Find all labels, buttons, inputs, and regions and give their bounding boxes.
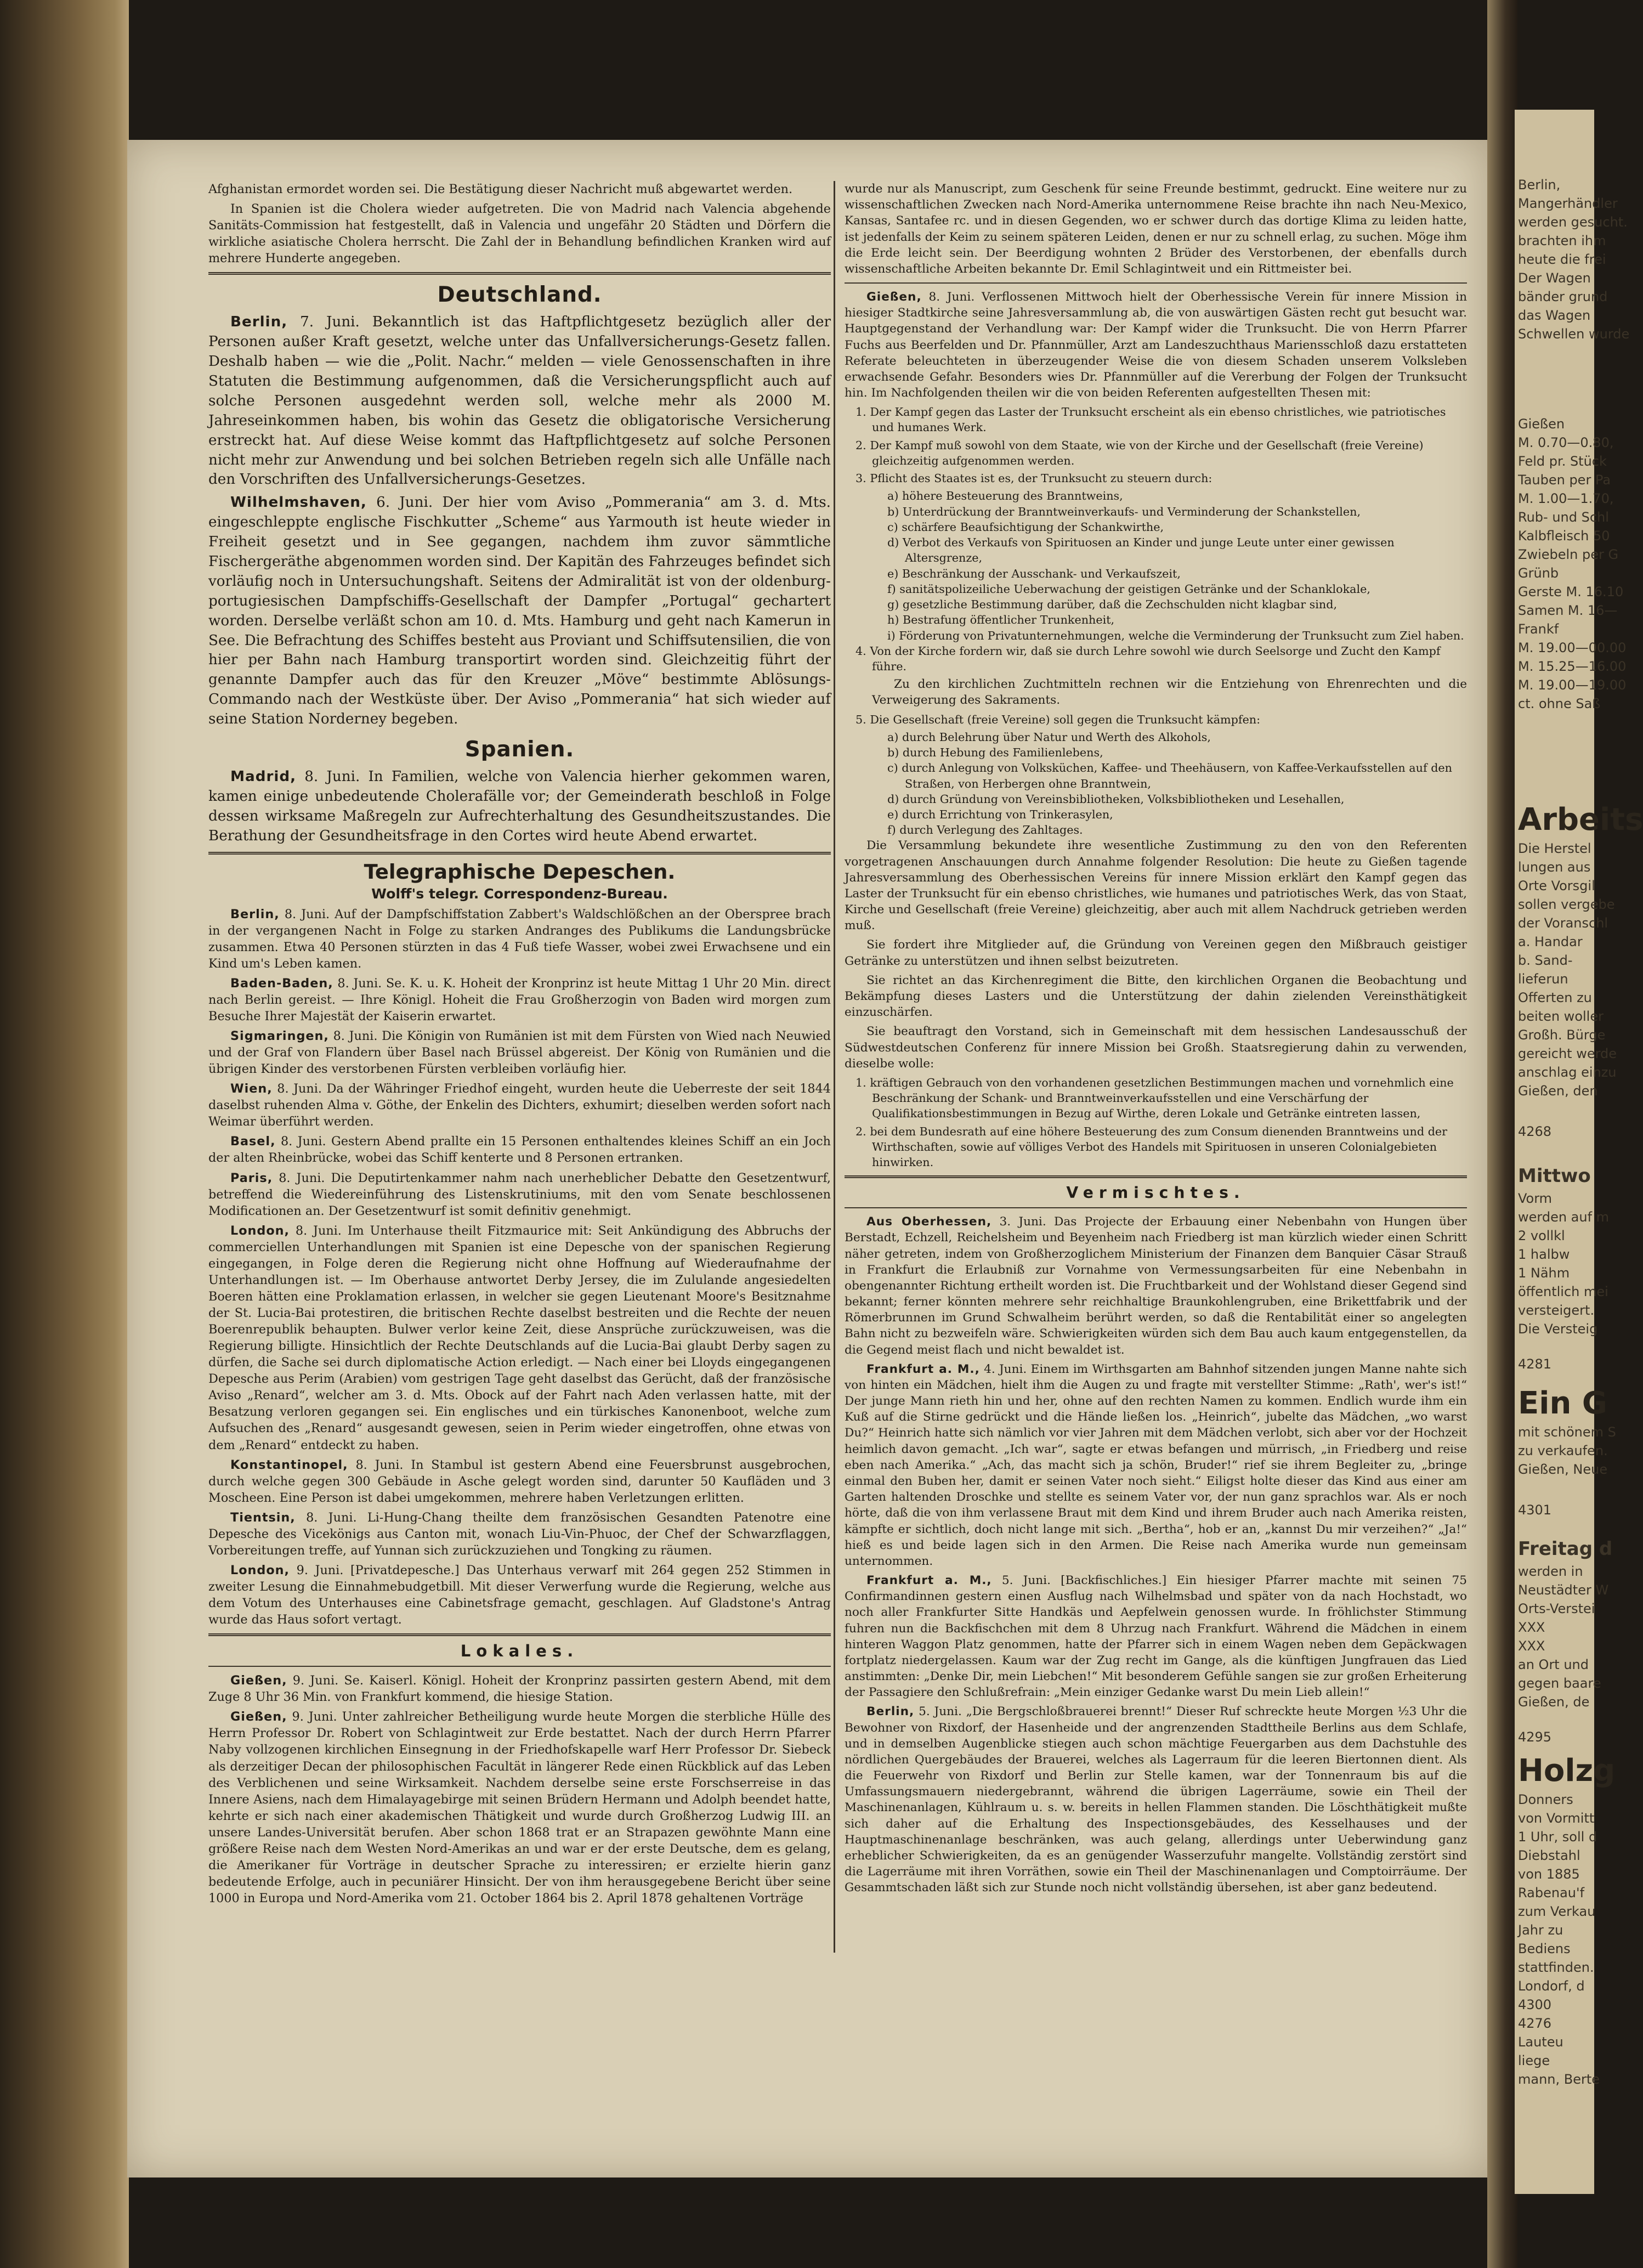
- next-page-line: das Wagen: [1518, 308, 1591, 323]
- dateline-place: Berlin,: [230, 314, 288, 331]
- article-text: 9. Juni. Se. Kaiserl. Königl. Hoheit der Kronprinz passirten gestern Abend, mit dem Zuge 8 Uhr 36 Min. von Frankfurt kommend, die hiesige Station.: [208, 1673, 831, 1705]
- article-text: 8. Juni. Li-Hung-Chang theilte dem französischen Gesandten Patenotre eine Depesche des Vicekönigs aus Canton mit, wonach Liu-Vin-Phuoc, der Chef der Schwarzflaggen, Vorbereitungen treffe, auf Yunnan sich zurückzuziehen und Tongking zu räumen.: [208, 1510, 831, 1558]
- next-page-line: brachten ihm: [1518, 233, 1606, 248]
- next-page-holz-lines: [1515, 1790, 1600, 2089]
- dispatch-item: [208, 906, 831, 972]
- dispatch-item: [208, 975, 831, 1025]
- article-text: 9. Juni. [Privatdepesche.] Das Unterhaus verwarf mit 264 gegen 252 Stimmen in zweiter Lesung die Einnahmebudgetbill. Mit dieser Verwerfung wurde die Regierung, welche aus dem Votum des Unterhauses eine Cabinetsfrage gemacht, geschlagen. Auf Gladstone's Antrag wurde das Haus sofort vertagt.: [208, 1563, 831, 1627]
- next-page-line: M. 1.00—1.70,: [1518, 491, 1614, 506]
- next-page-line: Tauben per Pa: [1518, 472, 1611, 488]
- article-text: 8. Juni. Gestern Abend prallte ein 15 Personen enthaltendes kleines Schiff an ein Joch der alten Rheinbrücke, wobei das Schiff kenterte und 8 Personen ertranken.: [208, 1134, 831, 1166]
- next-page-line: Rub- und Schl: [1518, 510, 1609, 525]
- society-measure-item: c) durch Anlegung von Volksküchen, Kaffee- und Theehäusern, von Kaffee-Verkaufsstellen auf den Straßen, von Herbergen ohne Branntwein,: [887, 761, 1453, 790]
- dateline-place: Gießen,: [230, 1673, 287, 1688]
- next-page-line: von 1885: [1518, 1867, 1580, 1882]
- continuation-paragraph: wurde nur als Manuscript, zum Geschenk für seine Freunde bestimmt, gedruckt. Eine weitere nur zu wissenschaftlichen Zwecken nach Nord-Amerika unternommene Reise brachte ihn nach Neu-Mexico, Kansas, Santafee rc. und in diesen Gegenden, wo er schwer durch das dortige Klima zu leiden hatte, ist jedenfalls der Keim zu seinem späteren Leiden, denen er nur zu schnell erlag, zu suchen. Möge ihm die Erde leicht sein. Der Beerdigung wohnten 2 Brüder des Verstorbenen, der ebenfalls durch wissenschaftliche Arbeiten bekannte Dr. Emil Schlagintweit und ein Rittmeister bei.: [845, 182, 1467, 276]
- section-heading-vermischtes: Vermischtes.: [1066, 1184, 1245, 1202]
- request-item: 2. bei dem Bundesrath auf eine höhere Besteuerung des zum Consum dienenden Branntweins und der Wirthschaften, sowie auf völliges Verbot des Handels mit Spirituosen in unseren Colonialgebieten hinwirken.: [856, 1124, 1448, 1169]
- society-measures-list: [845, 729, 1467, 838]
- next-page-line: Vorm: [1518, 1191, 1553, 1206]
- state-measures-list: [845, 488, 1467, 643]
- article-text: 3. Juni. Das Projecte der Erbauung einer Nebenbahn von Hungen über Berstadt, Echzell, Reichelsheim und Beyenheim nach Friedberg ist man kürzlich wieder einen Schritt näher getreten, indem von Großherzoglichem Ministerium der Finanzen dem Banquier Cäsar Strauß in Frankfurt die Erlaubniß zur Vornahme von Vermessungsarbeiten für eine Nebenbahn in obengenannter Richtung ertheilt worden ist. Die Fruchtbarkeit und der Wohlstand dieser Gegend sind bekannt; ferner könnten mehrere sehr reichhaltige Braunkohlengruben, eine Brikettfabrik und der Römerbrunnen im Grund Schwalheim berührt werden, so daß die Rentabilität einer so angelegten Bahn nicht zu bezweifeln wäre. Schwierigkeiten würden sich dem Bau auch kaum entgegenstellen, da die Gegend meist flach und nicht bewaldet ist.: [845, 1215, 1467, 1357]
- article-text: 7. Juni. Bekanntlich ist das Haftpflichtgesetz bezüglich aller der Personen außer Kraft gesetzt, welche unter das Unfallversicherungs-Gesetz fallen. Deshalb haben — wie die „Polit. Nachr.“ melden — viele Genossenschaften in ihre Statuten die Bestimmung aufgenommen, daß die Versicherungspflicht auch auf solche Personen ausgedehnt werden soll, welche mehr als 2000 M. Jahreseinkommen haben, bis wohin das Gesetz die obligatorische Versicherung erstreckt hat. Auf diese Weise kommt das Haftpflichtgesetz auf solche Personen nicht mehr zur Anwendung und bei solchen Betrieben regeln sich alle Unfälle nach den Vorschriften des Unfallversicherungs-Gesetzes.: [208, 314, 831, 488]
- next-page-line: Gießen: [1518, 416, 1565, 432]
- next-page-line: Die Versteig: [1518, 1321, 1598, 1337]
- next-page-line: Offerten zu: [1518, 990, 1592, 1005]
- miscellany-item: [845, 1214, 1467, 1358]
- next-page-line: XXX: [1518, 1638, 1545, 1654]
- next-page-line: 2 vollkl: [1518, 1228, 1565, 1243]
- book-edge: [0, 0, 129, 2268]
- next-page-line: Zwiebeln per G: [1518, 547, 1619, 562]
- dateline-place: Gießen,: [230, 1710, 287, 1724]
- dateline-place: Tientsin,: [230, 1510, 296, 1525]
- next-page-line: Gießen, den: [1518, 1083, 1598, 1099]
- article-text: 8. Juni. Die Deputirtenkammer nahm nach unerheblicher Debatte den Gesetzentwurf, betreffend die Wiedereinführung des Listenskrutiniums, mit den vom Senate beschlossenen Modificationen an. Der Gesetzentwurf ist somit definitiv genehmigt.: [208, 1170, 831, 1218]
- article-text: 5. Juni. [Backfischliches.] Ein hiesiger Pfarrer machte mit seinen 75 Confirmandinnen gestern einen Ausflug nach Wilhelmsbad und später von da nach Hochstadt, wo noch aller Frankfurter Sitte Handkäs und Aepfelwein genossen wurde. In fröhlichster Stimmung fuhren nun die Backfischchen mit dem 8 Uhrzug nach Frankfurt. Während die Mädchen in einem hinteren Waggon Platz genommen, hatte der Pfarrer sich in einem Wagen neben dem Gepäckwagen fortplatz niedergelassen. Kaum war der Zug recht im Gange, als die künftigen Jungfrauen das Lied anstimmten: „Denke Dir, mein Liebchen!“ Mit besonderem Gefühle sangen sie zur großen Erheiterung der Passagiere den Schlußrefrain: „Mein einziger Gedanke warst Du mein Lieb allein!“: [845, 1574, 1468, 1700]
- next-page-line: Lauteu: [1518, 2034, 1563, 2050]
- next-page-line: Samen M. 16—: [1518, 603, 1618, 618]
- dateline-place: Frankfurt a. M.,: [866, 1574, 992, 1588]
- dateline-place: Paris,: [230, 1170, 273, 1185]
- next-page-line: gegen baare: [1518, 1676, 1601, 1691]
- next-page-ein-lines: [1515, 1423, 1616, 1479]
- dispatch-item: [208, 1457, 831, 1506]
- resolution-paragraph: Sie richtet an das Kirchenregiment die Bitte, den kirchlichen Organen die Beobachtung und Bekämpfung dieses Lasters und die Unterstützung der dahin zielenden Vereinsthätigkeit einzuschärfen.: [845, 973, 1467, 1020]
- article-text: 8. Juni. Die Königin von Rumänien ist mit dem Fürsten von Wied nach Neuwied und der Graf von Flandern über Basel nach Brüssel abgereist. Der König von Rumänien und die übrigen Kinder des verstorbenen Fürsten verbleiben vorläufig hier.: [208, 1029, 831, 1077]
- next-page-number: 4268: [1518, 1124, 1552, 1139]
- next-page-arbeits-lines: [1515, 839, 1617, 1100]
- thesis-item: 4. Von der Kirche fordern wir, daß sie durch Lehre sowohl wie durch Seelsorge und Zucht den Kampf führe.: [856, 644, 1441, 673]
- next-page-line: Jahr zu: [1518, 1922, 1563, 1938]
- article-text: 8. Juni. Da der Währinger Friedhof eingeht, wurden heute die Ueberreste der seit 1844 daselbst ruhenden Alma v. Göthe, der Enkelin des Dichters, exhumirt; dieselben werden sofort nach Weimar überführt werden.: [208, 1082, 831, 1129]
- article-text: 5. Juni. „Die Bergschloßbrauerei brennt!“ Dieser Ruf schreckte heute Morgen ½3 Uhr die Bewohner von Rixdorf, der Hasenheide und der angrenzenden Stadttheile Berlins aus dem Schlafe, und in demselben Augenblicke stiegen auch schon mächtige Feuergarben aus dem Dachstuhle des nördlichen Quergebäudes der Brauerei, welches als Lagerraum für die leeren Biertonnen dient. Als die Feuerwehr von Rixdorf und Berlin zur Stelle kamen, war der Tonnenraum bis auf die Umfassungsmauern niedergebrannt, während die übrigen Lagerräume, sowie ein Theil der Maschinenanlagen, Kühlraum u. s. w. bereits in hellen Flammen standen. Die Löschthätigkeit mußte sich daher auf die Erhaltung des Inspectionsgebäudes, des Kesselhauses und der Hauptmaschinenanlage beschränken, was auch gelang, allerdings unter Ueberwindung ganz erheblicher Schwierigkeiten, da es an genügender Wasserzufuhr mangelte. Vollständig zerstört sind die Lagerräume mit ihren Vorräthen, sowie ein Theil der Maschinenanlagen und Comptoirräume. Der Gesammtschaden läßt sich zur Stunde noch nicht vollständig übersehen, ist aber ganz bedeutend.: [845, 1705, 1468, 1895]
- resolution-paragraph: Die Versammlung bekundete ihre wesentliche Zustimmung zu den von den Referenten vorgetragenen Anschauungen durch Annahme folgender Resolution: Die heute zu Gießen tagende Jahresversammlung des Oberhessischen Vereins für innere Mission erklärt den Kampf gegen das Laster der Trunksucht für ein ebenso christliches, wie humanes und patriotisches Werk, das von Staat, Kirche und Gesellschaft (freie Vereine) gleichzeitig, aber auch mit allem Nachdruck getrieben werden muß.: [845, 839, 1467, 933]
- article-text: 6. Juni. Der hier vom Aviso „Pommerania“ am 3. d. Mts. eingeschleppte englische Fischkutter „Scheme“ aus Yarmouth ist heute wieder in Freiheit gesetzt und in See gegangen, nachdem ihm zuvor sämmtliche Fischergeräthe abgenommen worden sind. Der Kapitän des Fahrzeuges befindet sich vorläufig noch in Untersuchungshaft. Seitens der Admiralität ist von der oldenburg-portugiesischen Dampfschiffs-Gesellschaft der Dampfer „Portugal“ gechartert worden. Derselbe verläßt schon am 10. d. Mts. Hamburg und geht nach Kamerun in See. Die Befrachtung des Schiffes besteht aus Proviant und Schiffsutensilien, die von hier per Bahn nach Hamburg transportirt worden sind. Gleichzeitig führt der genannte Dampfer auch das für den Kreuzer „Möve“ bestimmte Ablösungs-Commando nach der Westküste über. Der Aviso „Pommerania“ hat sich wieder auf seine Station Norderney begeben.: [208, 494, 831, 728]
- next-page-line: mann, Berte: [1518, 2072, 1600, 2087]
- state-measure-item: c) schärfere Beaufsichtigung der Schankwirthe,: [887, 520, 1164, 534]
- article-text: 8. Juni. Verflossenen Mittwoch hielt der Oberhessische Verein für innere Mission in hiesiger Stadtkirche seine Jahresversammlung ab, die von auswärtigen Gästen recht gut besucht war. Hauptgegenstand der Verhandlung war: Der Kampf wider die Trunksucht. Die von Herrn Pfarrer Fuchs aus Beerfelden und Dr. Pfannmüller, Arzt am Landeszuchthaus Mariensschloß dazu erstatteten Referate beleuchteten in überzeugender Weise die von diesem Schaden unserem Volksleben erwachsende Gefahr. Besonders wies Dr. Pfannmüller auf die Vererbung der Folgen der Trunksucht hin. Im Nachfolgenden theilen wir die von beiden Referenten aufgestellten Thesen mit:: [845, 290, 1467, 400]
- next-page-line: Gießen, de: [1518, 1694, 1590, 1710]
- article-text: 8. Juni. In Familien, welche von Valencia hierher gekommen waren, kamen einige unbedeutende Cholerafälle vor; der Gemeinderath beschloß in Folge dessen wirksame Maßregeln zur Aufrechterhaltung des Gesundheitszustandes. Die Berathung der Gesundheitsfrage in den Cortes wird heute Abend erwartet.: [208, 768, 831, 844]
- dateline-place: Basel,: [230, 1134, 276, 1149]
- next-page-line: öffentlich mei: [1518, 1284, 1608, 1299]
- next-page-line: gereicht werde: [1518, 1046, 1617, 1061]
- thesis-note: Zu den kirchlichen Zuchtmitteln rechnen wir die Entziehung von Ehrenrechten und die Verweigerung des Sakraments.: [872, 677, 1467, 708]
- thesis-item: 5. Die Gesellschaft (freie Vereine) soll gegen die Trunksucht kämpfen:: [856, 712, 1261, 726]
- next-page-line: sollen vergebe: [1518, 897, 1615, 912]
- next-page-line: Feld pr. Stück: [1518, 454, 1607, 469]
- next-page-line: Rabenau'f: [1518, 1885, 1585, 1901]
- dateline-place: London,: [230, 1563, 290, 1577]
- next-page-line: werden auf m: [1518, 1209, 1610, 1225]
- section-rule: [845, 282, 1467, 284]
- dateline-place: Madrid,: [230, 768, 297, 785]
- column-divider: [834, 181, 835, 1953]
- next-page-heading-holz: Holzg: [1518, 1753, 1616, 1789]
- next-page-line: 1 Uhr, soll d: [1518, 1829, 1597, 1845]
- article-text: 8. Juni. Se. K. u. K. Hoheit der Kronprinz ist heute Mittag 1 Uhr 20 Min. direct nach Berlin gereist. — Ihre Königl. Hoheit die Frau Großherzogin von Baden wird morgen zum Besuche Ihrer Majestät der Kaiserin erwartet.: [208, 976, 831, 1023]
- state-measure-item: i) Förderung von Privatunternehmungen, welche die Verminderung der Trunksucht zum Ziel haben.: [887, 629, 1464, 642]
- next-page-line: Londorf, d: [1518, 1978, 1585, 1994]
- next-page-line: Donners: [1518, 1792, 1573, 1807]
- next-page-line: Bediens: [1518, 1941, 1571, 1956]
- next-page-line: lieferun: [1518, 971, 1568, 987]
- intro-paragraph: Afghanistan ermordet worden sei. Die Bestätigung dieser Nachricht muß abgewartet werden.: [208, 182, 793, 196]
- next-page-mittwo-lines: [1515, 1189, 1610, 1338]
- article-berlin: [208, 313, 831, 490]
- next-page-line: 1 Nähm: [1518, 1265, 1570, 1281]
- next-page-line: zu verkaufen.: [1518, 1443, 1608, 1458]
- next-page-line: Grünb: [1518, 565, 1559, 581]
- next-page-line: ct. ohne Saß: [1518, 696, 1601, 711]
- section-heading-telegraphic: Telegraphische Depeschen.: [364, 859, 676, 884]
- dateline-place: London,: [230, 1223, 290, 1238]
- dispatch-item: [208, 1509, 831, 1559]
- next-page-fragment: [1515, 110, 1643, 2194]
- state-measure-item: g) gesetzliche Bestimmung darüber, daß die Zechschulden nicht klagbar sind,: [887, 598, 1338, 612]
- next-page-line: von Vormitt: [1518, 1811, 1595, 1826]
- next-page-line: der Voranschl: [1518, 915, 1608, 931]
- article-text: 8. Juni. Im Unterhause theilt Fitzmaurice mit: Seit Ankündigung des Abbruchs der commerciellen Unterhandlungen mit Spanien ist eine Depesche von der spanischen Regierung eingegangen, in Folge deren die Regierung nicht ohne Hoffnung auf Wiederaufnahme der Unterhandlungen ist. — Im Oberhause antwortet Derby Jersey, die im Zululande angesiedelten Boeren hätten eine Proklamation erlassen, in welcher sie gegen Lieutenant Moore's Besitznahme der St. Lucia-Bai protestiren, die britischen Rechte daselbst bestreiten und die Rechte der neuen Boerenrepublik behaupten. Bulwer verlor keine Zeit, diese Ansprüche zurückzuweisen, was die Regierung billigte. Hinsichtlich der Rechte Deutschlands auf die Lucia-Bai glaubt Derby sagen zu dürfen, die Sache sei durch diplomatische Action erledigt. — Nach einer bei Lloyds eingegangenen Depesche aus Perim (Arabien) vom gestrigen Tage geht daselbst das Gerücht, daß der französische Aviso „Renard“, welcher am 3. d. Mts. Obock auf der Fahrt nach Aden verlassen hatte, mit der Besatzung verloren gegangen sei. Ein englisches und ein türkisches Kanonenboot, welche zum Aufsuchen des „Renard“ ausgesandt gewesen, seien in Perim wieder eingetroffen, ohne etwas von dem „Renard“ entdeckt zu haben.: [208, 1223, 831, 1452]
- next-page-line: Kalbfleisch 50: [1518, 528, 1610, 544]
- next-page-line: M. 15.25—16.00: [1518, 659, 1627, 674]
- next-page-line: Berlin,: [1518, 177, 1561, 193]
- resolution-paragraph: Sie fordert ihre Mitglieder auf, die Gründung von Vereinen gegen den Mißbrauch geistiger Getränke zu unterstützen und ihnen selbst beizutreten.: [845, 938, 1467, 968]
- dateline-place: Frankfurt a. M.,: [866, 1362, 980, 1376]
- dateline-place: Baden-Baden,: [230, 976, 333, 991]
- next-page-line: 4300: [1518, 1997, 1552, 2012]
- next-page-line: liege: [1518, 2053, 1550, 2068]
- next-page-number: 4295: [1518, 1729, 1552, 1745]
- next-page-heading-mittwo: Mittwo: [1518, 1165, 1591, 1187]
- dateline-place: Gießen,: [866, 290, 922, 304]
- next-page-freitag-lines: [1515, 1562, 1609, 1711]
- section-heading-deutschland: Deutschland.: [437, 282, 602, 308]
- cholera-paragraph: In Spanien ist die Cholera wieder aufgetreten. Die von Madrid nach Valencia abgehende Sanitäts-Commission hat festgestellt, daß in Valencia und ungefähr 20 Städten und Dörfern die wirkliche asiatische Cholera herrscht. Die Zahl der in Behandlung befindlichen Kranken wird auf mehrere Hunderte angegeben.: [208, 202, 831, 266]
- society-measure-item: b) durch Hebung des Familienlebens,: [887, 746, 1103, 760]
- local-news-item: [208, 1709, 831, 1907]
- miscellany-item: [845, 1704, 1467, 1896]
- section-subheading-wolff: Wolff's telegr. Correspondenz-Bureau.: [371, 885, 668, 902]
- local-news-item: [208, 1672, 831, 1705]
- article-text: 9. Juni. Unter zahlreicher Betheiligung wurde heute Morgen die sterbliche Hülle des Herrn Professor Dr. Robert von Schlagintweit zur Erde bestattet. Nach der durch Herrn Pfarrer Naby vollzogenen kirchlichen Einsegnung in der Friedhofskapelle warf Herr Professor Dr. Siebeck als derzeitiger Decan der philosophischen Facultät in längerer Rede einen Rückblick auf das Leben des Verblichenen und seine Wirksamkeit. Nachdem derselbe seine erste Forschserreise in das Innere Asiens, nach dem Himalayagebirge mit seinen Brüdern Hermann und Adolph beendet hatte, kehrte er sich nach einer akademischen Thätigkeit und wurde durch Großherzog Ludwig III. an unsere Landes-Universität berufen. Aber schon 1868 trat er an Strapazen gewöhnte Mann eine größere Reise nach dem Westen Nord-Amerikas an und war er der erste Deutsche, dem es gelang, die Amerikaner für Vorträge in deutscher Sprache zu interessiren; er erzielte hierin ganz bedeutende Erfolge, auch in pecuniärer Hinsicht. Der von ihm herausgegebene Bericht über seine 1000 in Europa und Nord-Amerika vom 21. October 1864 bis 2. April 1878 gehaltenen Vorträge: [208, 1710, 831, 1906]
- left-column: [208, 181, 831, 1910]
- next-page-line: bänder grund: [1518, 289, 1608, 304]
- next-page-line: M. 19.00—00.00: [1518, 640, 1627, 655]
- dispatch-item: [208, 1562, 831, 1628]
- section-rule: [845, 1175, 1467, 1178]
- dateline-place: Konstantinopel,: [230, 1457, 348, 1472]
- dispatch-item: [208, 1133, 831, 1166]
- society-measure-item: f) durch Verlegung des Zahltages.: [887, 823, 1083, 837]
- dispatch-item: [208, 1081, 831, 1130]
- next-page-line: Gerste M. 16.10: [1518, 584, 1624, 599]
- article-wilhelmshaven: [208, 493, 831, 729]
- thesis-item: 2. Der Kampf muß sowohl von dem Staate, wie von der Kirche und der Gesellschaft (freie Vereine) gleichzeitig aufgenommen werden.: [856, 438, 1424, 467]
- section-rule: [208, 1666, 831, 1667]
- resolution-paragraph: Sie beauftragt den Vorstand, sich in Gemeinschaft mit dem hessischen Landesausschuß der Südwestdeutschen Conferenz für innere Mission bei Großh. Staatsregierung dahin zu verwenden, dieselbe wolle:: [845, 1025, 1467, 1071]
- section-rule: [208, 272, 831, 275]
- next-page-number: 4301: [1518, 1502, 1552, 1518]
- next-page-line: Mangerhändler: [1518, 196, 1618, 211]
- dateline-place: Berlin,: [230, 907, 280, 921]
- next-page-line: lungen aus: [1518, 859, 1591, 875]
- next-page-number: 4281: [1518, 1356, 1552, 1372]
- next-page-line: versteigert.: [1518, 1303, 1595, 1318]
- article-text: 4. Juni. Einem im Wirthsgarten am Bahnhof sitzenden jungen Manne nahte sich von hinten ein Mädchen, hielt ihm die Augen zu und fragte mit verstellter Stimme: „Rath', wer's ist!“ Der junge Mann rieth hin und her, ohne auf den rechten Namen zu kommen. Endlich wurde ihm ein Kuß auf die Stirne gedrückt und die Hände ließen los. „Heinrich“, jubelte das Mädchen, „wo warst Du?“ Heinrich hatte sich nämlich vor vier Jahren mit dem Mädchen verlobt, sich aber vor der Hochzeit heimlich davon gemacht. „Ich war“, sagte er etwas befangen und mürrisch, „in Friedberg und reise eben nach Amerika.“ „Ach, das macht sich ja schön, Bruder!“ rief sie ihrem Begleiter zu, „bringe einmal den Buben her, damit er seinen Vater noch sieht.“ Eiligst holte dieser das Kind aus einer am Garten haltenden Droschke und stellte es seinem Vater vor, der nun ganz sprachlos war. Als er noch hörte, daß die von ihm verlassene Braut mit dem Kind und ihrem Bruder auch nach Amerika reisten, kämpfte er sichtlich, doch nicht lange mit sich. „Bertha“, hob er an, „kannst Du mir verzeihen?“ „Ja!“ hieß es und beide lagen sich in den Armen. Die Reise nach Amerika wurde nun gemeinsam unternommen.: [845, 1362, 1468, 1568]
- next-page-line: beiten woller: [1518, 1009, 1604, 1024]
- next-page-line: werden gesucht.: [1518, 214, 1628, 230]
- dispatch-item: [208, 1028, 831, 1077]
- next-page-line: anschlag einzu: [1518, 1065, 1617, 1080]
- deutschland-section: [208, 282, 831, 846]
- state-measure-item: a) höhere Besteuerung des Branntweins,: [887, 489, 1123, 503]
- state-measure-item: b) Unterdrückung der Branntweinverkaufs- und Verminderung der Schankstellen,: [887, 505, 1361, 518]
- dateline-place: Sigmaringen,: [230, 1029, 329, 1044]
- next-page-line: werden in: [1518, 1564, 1583, 1579]
- next-page-heading-ein: Ein G: [1518, 1385, 1607, 1421]
- society-measure-item: a) durch Belehrung über Natur und Werth des Alkohols,: [887, 730, 1211, 744]
- thesis-item: 3. Pflicht des Staates ist es, der Trunksucht zu steuern durch:: [856, 472, 1213, 485]
- article-text: 8. Juni. Auf der Dampfschiffstation Zabbert's Waldschlößchen an der Oberspree brach in der vergangenen Nacht in Folge zu starken Andranges des Publikums die Landungsbrücke zusammen. Etwa 40 Personen stürzten in das 4 Fuß tiefe Wasser, wobei zwei Erwachsene und ein Kind um's Leben kamen.: [208, 907, 831, 971]
- next-page-line: Neustädter W: [1518, 1582, 1609, 1598]
- right-column: [845, 181, 1467, 1899]
- thesis-item: 1. Der Kampf gegen das Laster der Trunksucht erscheint als ein ebenso christliches, wie patriotisches und humanes Werk.: [856, 405, 1446, 434]
- dateline-place: Wien,: [230, 1082, 273, 1096]
- next-page-line: 4276: [1518, 2016, 1552, 2031]
- section-heading-spanien: Spanien.: [464, 737, 575, 762]
- next-page-line: Frankf: [1518, 621, 1559, 637]
- next-page-line: heute die frei: [1518, 252, 1606, 267]
- next-page-heading-freitag: Freitag d: [1518, 1538, 1613, 1560]
- miscellany-item: [845, 1573, 1467, 1700]
- next-page-line: Gießen, Neue: [1518, 1462, 1608, 1477]
- section-rule: [208, 1633, 831, 1636]
- miscellany-item: [845, 1361, 1467, 1569]
- next-page-line: 1 halbw: [1518, 1247, 1570, 1262]
- section-heading-lokales: Lokales.: [460, 1642, 579, 1661]
- society-measure-item: e) durch Errichtung von Trinkerasylen,: [887, 807, 1113, 821]
- next-page-line: zum Verkau: [1518, 1904, 1596, 1919]
- next-page-line: b. Sand-: [1518, 953, 1573, 968]
- page-gutter: [1487, 0, 1517, 2268]
- next-page-prices: [1515, 415, 1627, 713]
- next-page-heading-arbeits: Arbeits: [1518, 802, 1643, 838]
- next-page-line: a. Handar: [1518, 934, 1583, 949]
- next-page-line: Diebstahl: [1518, 1848, 1580, 1863]
- dateline-place: Berlin,: [866, 1705, 915, 1719]
- dispatch-item: [208, 1223, 831, 1453]
- next-page-top-lines: [1515, 176, 1630, 343]
- vermischtes-list: [845, 1214, 1467, 1896]
- section-rule: [208, 852, 831, 855]
- society-measure-item: d) durch Gründung von Vereinsbibliotheken, Volksbibliotheken und Lesehallen,: [887, 792, 1345, 806]
- article-giessen-mission: [845, 289, 1467, 401]
- state-measure-item: h) Bestrafung öffentlicher Trunkenheit,: [887, 613, 1115, 627]
- next-page-line: an Ort und: [1518, 1657, 1589, 1672]
- next-page-line: stattfinden.: [1518, 1960, 1594, 1975]
- next-page-line: M. 19.00—19.00: [1518, 677, 1627, 693]
- request-item: 1. kräftigen Gebrauch von den vorhandenen gesetzlichen Bestimmungen machen und vornehmlich eine Beschränkung der Schank- und Branntweinverkaufsstellen und eine Verschärfung der Qualifikationsbestimmungen in Bezug auf Wirthe, deren Lokale und Getränke eintreten lassen,: [856, 1076, 1454, 1121]
- next-page-line: Schwellen wurde: [1518, 326, 1630, 342]
- dispatch-item: [208, 1170, 831, 1219]
- next-page-line: Großh. Bürge: [1518, 1027, 1606, 1043]
- state-measure-item: d) Verbot des Verkaufs von Spirituosen an Kinder und junge Leute unter einer gewissen Altersgrenze,: [887, 536, 1395, 565]
- next-page-line: mit schönem S: [1518, 1424, 1616, 1440]
- state-measure-item: f) sanitätspolizeiliche Ueberwachung der geistigen Getränke und der Schanklokale,: [887, 582, 1370, 596]
- next-page-line: Die Herstel: [1518, 841, 1591, 856]
- dispatch-list: [208, 906, 831, 1628]
- next-page-line: XXX: [1518, 1620, 1545, 1635]
- state-measure-item: e) Beschränkung der Ausschank- und Verkaufszeit,: [887, 567, 1181, 580]
- article-madrid: [208, 767, 831, 846]
- dateline-place: Wilhelmshaven,: [230, 494, 367, 511]
- section-rule: [845, 1207, 1467, 1208]
- article-text: 8. Juni. In Stambul ist gestern Abend eine Feuersbrunst ausgebrochen, durch welche gegen 300 Gebäude in Asche gelegt worden sind, darunter 50 Kaufläden und 3 Moscheen. Eine Person ist dabei umgekommen, mehrere haben Verletzungen erlitten.: [208, 1457, 831, 1505]
- lokales-list: [208, 1672, 831, 1907]
- dateline-place: Aus Oberhessen,: [866, 1215, 992, 1229]
- next-page-line: Der Wagen: [1518, 270, 1591, 286]
- next-page-line: Orte Vorsgil: [1518, 878, 1595, 893]
- next-page-line: Orts-Verstei: [1518, 1601, 1595, 1616]
- next-page-line: M. 0.70—0.80,: [1518, 435, 1614, 450]
